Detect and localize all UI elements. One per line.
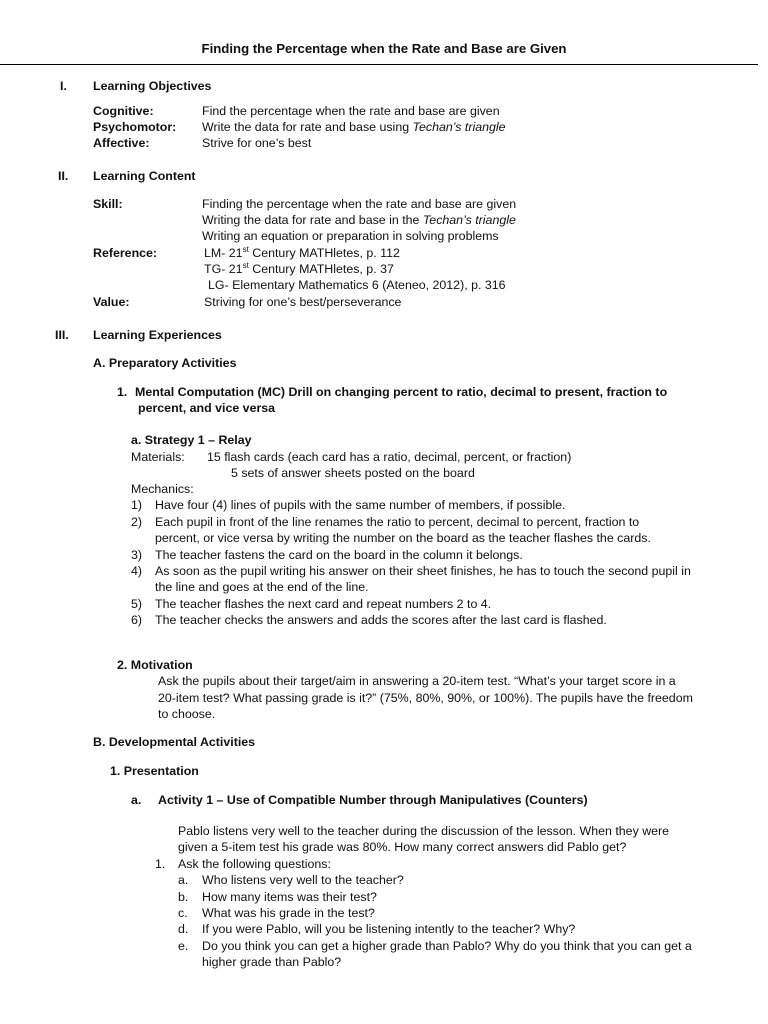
question-text: Who listens very well to the teacher? [202, 873, 404, 887]
mechanics-label: Mechanics: [131, 482, 194, 496]
page-title: Finding the Percentage when the Rate and Base are Given [201, 41, 567, 56]
motivation-text: 20-item test? What passing grade is it?” (75%, 80%, 90%, or 100%). The pupils have the freedom [158, 691, 693, 705]
question-text: If you were Pablo, will you be listening intently to the teacher? Why? [202, 922, 576, 936]
question-text: What was his grade in the test? [202, 906, 375, 920]
subsection-heading: B. Developmental Activities [93, 735, 256, 749]
materials-text: 15 flash cards (each card has a ratio, decimal, percent, or fraction) [207, 450, 572, 464]
activity-heading: Mental Computation (MC) Drill on changing percent to ratio, decimal to present, fraction to [135, 385, 668, 399]
question-intro-number: 1. [155, 857, 166, 871]
question-letter: a. [178, 873, 189, 887]
motivation-text: to choose. [158, 707, 216, 721]
reference-text: LG- Elementary Mathematics 6 (Ateneo, 2012), p. 316 [208, 278, 506, 292]
reference-part: TG- 21 [204, 262, 243, 276]
activity-number: 1. [117, 385, 128, 399]
question-text: How many items was their test? [202, 890, 377, 904]
skill-text: Writing an equation or preparation in solving problems [202, 229, 499, 243]
strategy-heading: a. Strategy 1 – Relay [131, 433, 252, 447]
step-text: Each pupil in front of the line renames the ratio to percent, decimal to percent, fraction to [155, 515, 640, 529]
step-text: percent, or vice versa by writing the number on the board as the teacher flashes the cards. [155, 531, 651, 545]
techans-triangle-term: Techan’s triangle [412, 120, 506, 134]
skill-text: Finding the percentage when the rate and base are given [202, 197, 517, 211]
reference-part: Century MATHletes, p. 112 [248, 246, 400, 260]
activity-letter: a. [131, 793, 142, 807]
activity-heading: percent, and vice versa [138, 401, 276, 415]
word-problem: Pablo listens very well to the teacher during the discussion of the lesson. When they were [178, 824, 670, 838]
step-number: 5) [131, 597, 143, 611]
step-text: The teacher fastens the card on the board in the column it belongs. [155, 548, 523, 562]
title-rule [0, 64, 758, 65]
step-number: 2) [131, 515, 143, 529]
section-number: I. [60, 79, 67, 93]
objective-text-part: Write the data for rate and base using [202, 120, 413, 134]
techans-triangle-term: Techan’s triangle [422, 213, 516, 227]
step-text: Have four (4) lines of pupils with the same number of members, if possible. [155, 498, 566, 512]
objective-text: Strive for one’s best [202, 136, 312, 150]
question-letter: e. [178, 939, 189, 953]
section-heading: Learning Experiences [93, 328, 222, 342]
materials-text: 5 sets of answer sheets posted on the board [231, 466, 475, 480]
objective-text [202, 119, 506, 135]
ordinal-suffix: st [242, 244, 249, 254]
materials-label: Materials: [131, 450, 185, 464]
step-text: The teacher flashes the next card and repeat numbers 2 to 4. [155, 597, 492, 611]
presentation-heading: 1. Presentation [110, 764, 199, 778]
reference-part: Century MATHletes, p. 37 [248, 262, 394, 276]
ordinal-suffix: st [242, 260, 249, 270]
question-letter: b. [178, 890, 189, 904]
reference-text [204, 261, 394, 277]
objective-label: Affective: [93, 136, 150, 150]
content-label: Skill: [93, 197, 123, 211]
content-label: Value: [93, 295, 130, 309]
question-letter: c. [178, 906, 188, 920]
value-text: Striving for one’s best/perseverance [204, 295, 402, 309]
step-number: 4) [131, 564, 143, 578]
question-text: Do you think you can get a higher grade than Pablo? Why do you think that you can get a [202, 939, 692, 953]
section-heading: Learning Content [93, 169, 196, 183]
activity-title: Activity 1 – Use of Compatible Number through Manipulatives (Counters) [158, 793, 588, 807]
motivation-text: Ask the pupils about their target/aim in answering a 20-item test. “What’s your target score in a [158, 674, 676, 688]
question-text: higher grade than Pablo? [202, 955, 342, 969]
section-number: III. [55, 328, 69, 342]
section-number: II. [58, 169, 69, 183]
objective-text: Find the percentage when the rate and base are given [202, 104, 500, 118]
motivation-heading: 2. Motivation [117, 658, 193, 672]
step-text: the line and goes at the end of the line. [155, 580, 369, 594]
question-letter: d. [178, 922, 189, 936]
reference-part: LM- 21 [204, 246, 243, 260]
section-heading: Learning Objectives [93, 79, 212, 93]
step-text: The teacher checks the answers and adds the scores after the last card is flashed. [155, 613, 607, 627]
content-label: Reference: [93, 246, 158, 260]
step-number: 6) [131, 613, 143, 627]
step-text: As soon as the pupil writing his answer on their sheet finishes, he has to touch the second pupil in [155, 564, 691, 578]
word-problem: given a 5-item test his grade was 80%. How many correct answers did Pablo get? [178, 840, 627, 854]
step-number: 3) [131, 548, 143, 562]
reference-text [204, 245, 400, 261]
objective-label: Cognitive: [93, 104, 154, 118]
skill-text-part: Writing the data for rate and base in the [202, 213, 423, 227]
subsection-heading: A. Preparatory Activities [93, 356, 237, 370]
objective-label: Psychomotor: [93, 120, 177, 134]
skill-text [202, 212, 516, 228]
question-intro: Ask the following questions: [178, 857, 331, 871]
step-number: 1) [131, 498, 143, 512]
